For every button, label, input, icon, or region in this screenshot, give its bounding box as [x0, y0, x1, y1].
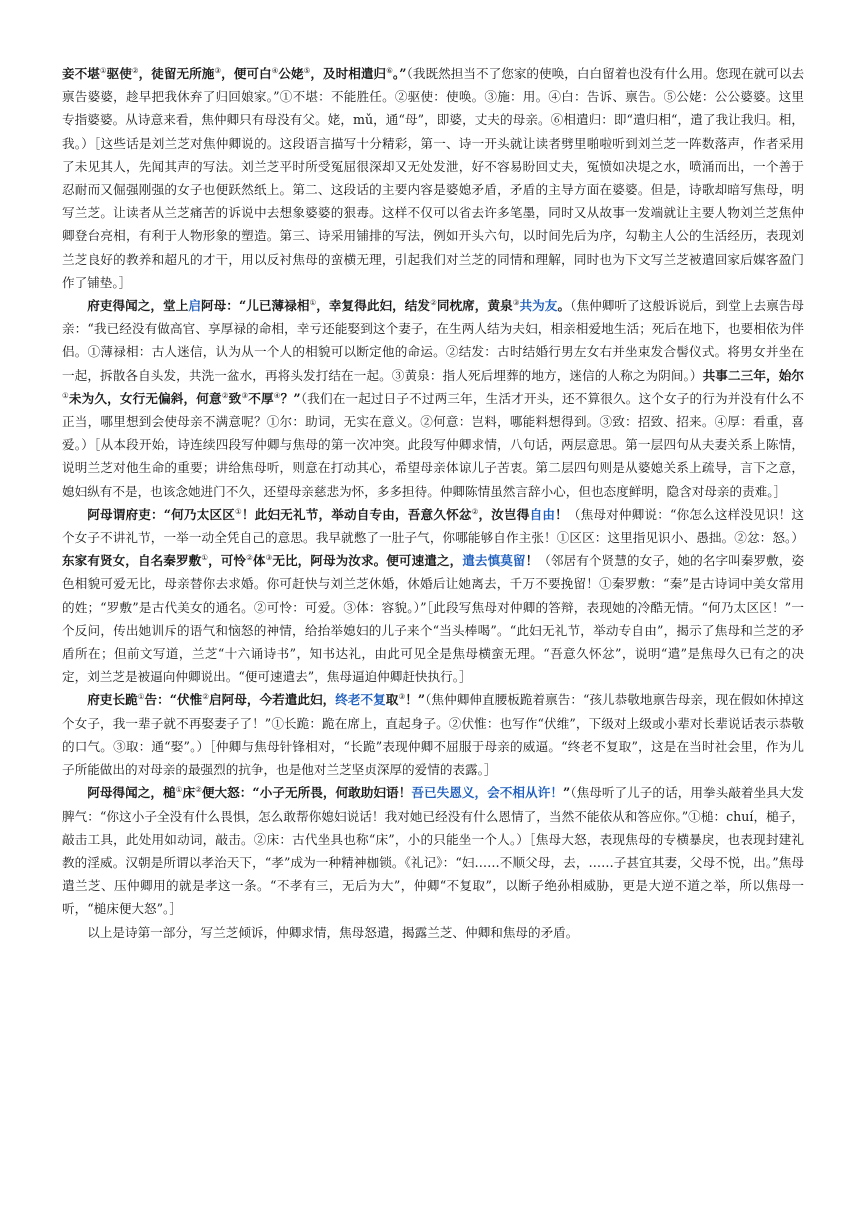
emphasized-text: 启阿母，今若遣此妇， — [209, 692, 336, 708]
emphasized-text: ，可怜 — [208, 553, 247, 569]
paragraph-1 — [62, 62, 804, 294]
emphasized-text: 阿母谓府吏：“何乃太区区 — [87, 506, 235, 522]
emphasized-text: 阿母：“儿已薄禄相 — [201, 298, 310, 314]
emphasized-text: 未为久，女行无偏斜，何意 — [68, 390, 222, 406]
emphasized-text: 自由 — [529, 506, 556, 522]
emphasized-text: 东家有贤女，自名秦罗敷 — [62, 553, 202, 569]
body-text: （焦母听了儿子的话，用拳头敲着坐具大发脾气：“你这小子全没有什么畏惧，怎么敢帮你媳妇说话！我对她已经没有什么恩情了，当然不能依从和答应你。”①槌：chuí，槌子，敲击工具，此处用如动词，敲击。②床：古代坐具也称“床”，小的只能坐一个人。）［焦母大怒，表现焦母的专横暴戾，也表现封建礼教的淫威。汉朝是所谓以孝治天下，“孝”成为一种精神枷锁。《礼记》：“妇……不顺父母，去，……子甚宜其妻，父母不悦，出。”焦母遣兰芝、压仲卿用的就是孝这一条。“不孝有三，无后为大”，仲卿“不复取”，以断子绝孙相威胁，更是大逆不道之举，所以焦母一听，“槌床便大怒”。］ — [62, 785, 805, 917]
emphasized-text: 共为友 — [519, 298, 558, 314]
body-text: （我既然担当不了您家的使唤，白白留着也没有什么用。您现在就可以去禀告婆婆，趁早把我休弃了归回娘家。”①不堪：不能胜任。②驱使：使唤。③施：用。④白：告诉、禀告。⑤公姥：公公婆婆。这里专指婆婆。从诗意来看，焦仲卿只有母没有父。姥，mǔ，通“母”，即婆，丈夫的母亲。⑥相遣归：即“遣归相“，遣了我让我归。相，我。）［这些话是刘兰芝对焦仲卿说的。这段语言描写十分精彩，第一、诗一开头就让读者劈里啪啦听到刘兰芝一阵数落声，作者采用了未见其人，先闻其声的写法。刘兰芝平时所受冤屈很深却又无处发泄，好不容易盼回丈夫，冤愤如决堤之水，喷涌而出，一个善于忍耐而又倔强刚强的女子也便跃然纸上。第二、这段话的主要内容是婆媳矛盾，矛盾的主导方面在婆婆。但是，诗歌却暗写焦母，明写兰芝。让读者从兰芝痛苦的诉说中去想象婆婆的狠毒。这样不仅可以省去许多笔墨，同时又从故事一发端就让主要人物刘兰芝焦仲卿登台亮相，有利于人物形象的塑造。第三、诗采用铺排的写法，例如开头六句，以时间先后为序，勾勒主人公的生活经历，表现刘兰芝良好的教养和超凡的才干，用以反衬焦母的蛮横无理，引起我们对兰芝的同情和理解，同时也为下文写兰芝被遣回家后媒客盈门作了铺垫。］ — [62, 66, 805, 290]
emphasized-text: ，徒留无所施 — [138, 66, 215, 81]
footnote-marker: ① — [309, 297, 317, 307]
emphasized-text: 无比，阿母为汝求。便可速遣之， — [272, 553, 463, 569]
paragraph-2 — [62, 294, 804, 503]
paragraph-6 — [62, 921, 804, 944]
emphasized-text: 致 — [228, 390, 242, 406]
emphasized-text: 府吏得闻之，堂上 — [87, 298, 189, 314]
emphasized-text: 床 — [182, 785, 196, 801]
body-text: （我们在一起过日子不过两三年，生活才开头，还不算很久。这个女子的行为并没有什么不正当，哪里想到会使母亲不满意呢？①尔：助词，无实在意义。②何意：岂料，哪能料想得到。③致：招致、招来。④厚：看重，喜爱。）［从本段开始，诗连续四段写仲卿与焦母的第一次冲突。此段写仲卿求情，八句话，两层意思。第一层四句从夫妻关系上陈情，说明兰芝对他生命的重要；讲给焦母听，则意在打动其心，希望母亲体谅儿子苦衷。第二层四句则是从婆媳关系上疏导，言下之意，媳妇纵有不是，也该念她进门不久，还望母亲慈悲为怀，多多担待。仲卿陈情虽然言辞小心，但也态度鲜明，隐含对母亲的责难。］ — [62, 390, 804, 499]
emphasized-text: 。 — [557, 298, 571, 314]
emphasized-text: 妾不堪 — [62, 66, 100, 81]
emphasized-text: ” — [562, 785, 571, 801]
body-text: （焦母对仲卿说：“你怎么这样没见识！这个女子不讲礼节，一举一动全凭自己的意思。我早就憋了一肚子气，你哪能够自作主张！①区区：这里指见识小、愚拙。②忿：怒。） — [62, 506, 805, 546]
body-text: （焦仲卿听了这般诉说后，到堂上去禀告母亲：“我已经没有做高官、享厚禄的命相，幸亏还能娶到这个妻子，在生两人结为夫妇，相亲相爱地生活；死后在地下，也要相依为伴侣。①薄禄相：古人迷信，认为从一个人的相貌可以断定他的命运。②结发：古时结婚行男左女右并坐束发合髻仪式。将男女并坐在一起，拆散各自头发，共洗一盆水，再将头发打结在一起。③黄泉：指人死后埋葬的地方，迷信的人称之为阴间。） — [62, 298, 805, 383]
footnote-marker: ② — [131, 65, 139, 75]
footnote-marker: ③ — [512, 297, 520, 307]
emphasized-text: 府吏长跪 — [87, 692, 138, 708]
body-text: 以上是诗第一部分，写兰芝倾诉，仲卿求情，焦母怒遣，揭露兰芝、仲卿和焦母的矛盾。 — [87, 924, 579, 940]
emphasized-text: ，幸复得此妇，结发 — [316, 298, 431, 314]
footnote-marker: ② — [246, 553, 253, 563]
body-text: （邻居有个贤慧的女子，她的名字叫秦罗敷，姿色相貌可爱无比，母亲替你去求婚。你可赶快与刘兰芝休婚，休婚后让她离去，千万不要挽留！①秦罗敷：“秦”是古诗词中美女常用的姓；“罗敷”是古代美女的通名。②可怜：可爱。③体：容貌。）”［此段写焦母对仲卿的答辩，表现她的冷酷无情。“何乃太区区！”一个反问，传出她训斥的语气和恼怒的神情，给抬举媳妇的儿子来个“当头棒喝”。“此妇无礼节，举动专自由”，揭示了焦母和兰芝的矛盾所在；但前文写道，兰芝“十六诵诗书”，知书达礼，由此可见全是焦母横蛮无理。“吾意久怀忿”，说明“遣”是焦母久已有之的决定，刘兰芝是被逼向仲卿说出。“便可速遣去”，焦母逼迫仲卿赶快执行。］ — [62, 553, 805, 685]
emphasized-text: 阿母得闻之，槌 — [87, 785, 176, 801]
emphasized-text: ，便可白 — [221, 66, 272, 81]
footnote-marker: ⑥ — [386, 65, 393, 75]
emphasized-text: 告：“伏惟 — [144, 692, 203, 708]
emphasized-text: 启 — [188, 298, 202, 314]
footnote-marker: ① — [234, 506, 242, 516]
footnote-marker: ② — [195, 785, 202, 795]
emphasized-text: 取 — [385, 692, 399, 708]
emphasized-text: 体 — [252, 553, 266, 569]
emphasized-text: 便大怒：“小子无所畏，何敢助妇语！ — [201, 785, 412, 801]
emphasized-text: ！ — [525, 553, 539, 569]
emphasized-text: 不厚 — [248, 390, 274, 406]
emphasized-text: 遣去慎莫留 — [462, 553, 526, 569]
footnote-marker: ① — [201, 553, 209, 563]
emphasized-text: 公姥 — [278, 66, 304, 81]
footnote-marker: ① — [137, 692, 145, 702]
footnote-marker: ② — [221, 390, 229, 400]
body-text: （焦仲卿伸直腰板跪着禀告：“孩儿恭敬地禀告母亲，现在假如休掉这个女子，我一辈子就不再娶妻子了！”①长跪：跪在席上，直起身子。②伏惟：也写作“伏维”，下级对上级或小辈对长辈说话表示恭敬的口气。③取：通“娶”。）［仲卿与焦母针锋相对，“长跪”表现仲卿不屈服于母亲的威逼。“终老不复取”，这是在当时社会里，作为儿子所能做出的对母亲的最强烈的抗争，也是他对兰芝坚贞深厚的爱情的表露。］ — [62, 692, 805, 778]
footnote-marker: ① — [175, 785, 183, 795]
emphasized-text: ，汝岂得 — [478, 506, 530, 522]
emphasized-text: ？” — [280, 390, 301, 406]
footnote-marker: ③ — [265, 553, 273, 563]
emphasized-text: 共事二三年，始尔 — [702, 367, 805, 383]
emphasized-text: ！” — [405, 692, 426, 708]
footnote-marker: ② — [202, 692, 210, 702]
emphasized-text: 驱使 — [106, 66, 132, 81]
footnote-marker: ③ — [214, 65, 222, 75]
footnote-marker: ③ — [398, 692, 406, 702]
footnote-marker: ① — [99, 65, 107, 75]
footnote-marker: ④ — [271, 65, 279, 75]
footnote-marker: ① — [62, 390, 69, 400]
paragraph-5 — [62, 781, 804, 920]
emphasized-text: 。” — [392, 66, 407, 81]
emphasized-text: 同枕席，黄泉 — [436, 298, 513, 314]
emphasized-text: ！ — [555, 506, 568, 522]
emphasized-text: 吾已失恩义，会不相从许！ — [411, 785, 563, 801]
footnote-marker: ② — [430, 297, 437, 307]
footnote-marker: ② — [471, 506, 479, 516]
emphasized-text: 终老不复 — [335, 692, 386, 708]
emphasized-text: ，及时相遣归 — [310, 66, 387, 81]
paragraph-4 — [62, 688, 804, 781]
footnote-marker: ③ — [241, 390, 249, 400]
emphasized-text: ！此妇无礼节，举动自专由，吾意久怀忿 — [241, 506, 472, 522]
paragraph-3 — [62, 503, 804, 689]
footnote-marker: ⑤ — [303, 65, 311, 75]
footnote-marker: ④ — [273, 390, 281, 400]
